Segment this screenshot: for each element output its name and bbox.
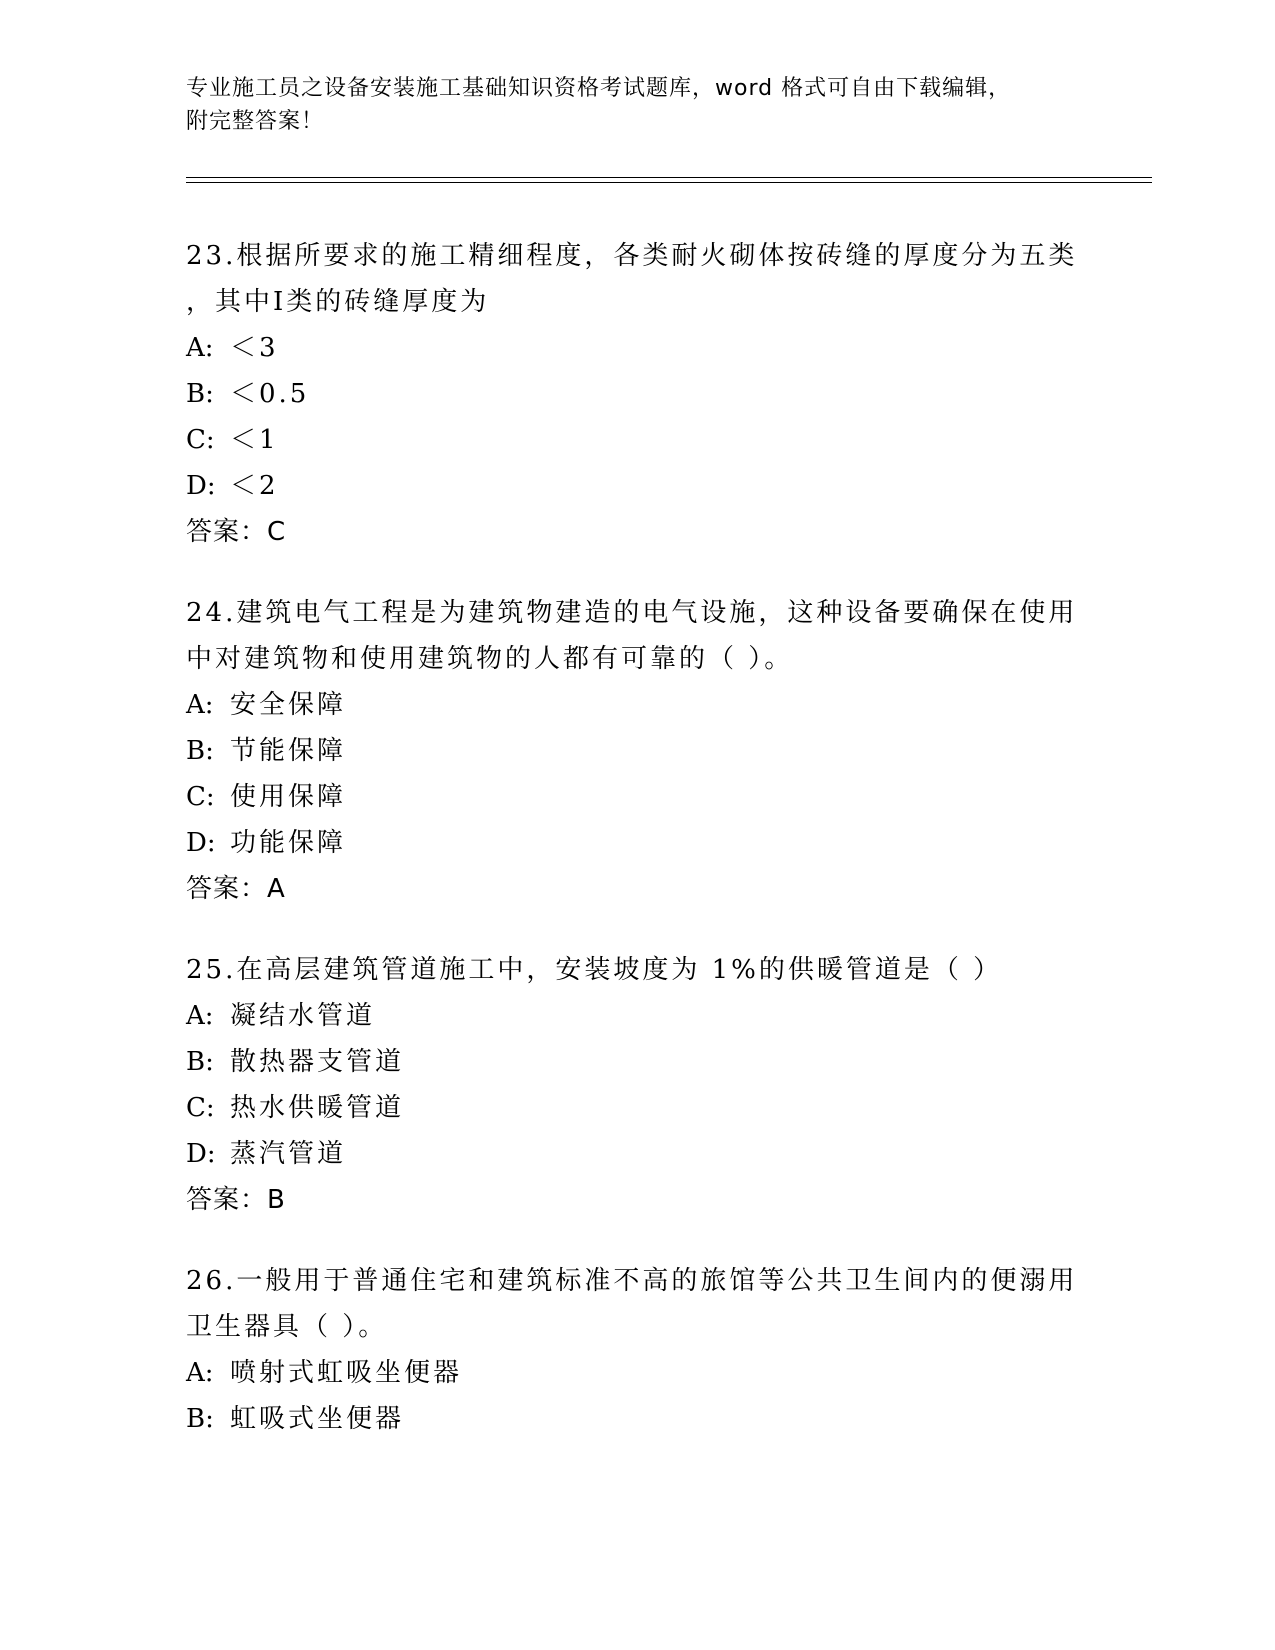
- question-24-option-a: [186, 682, 1086, 728]
- option-text: 喷射式虹吸坐便器: [230, 1358, 463, 1388]
- question-23-stem-line-2: ，其中Ⅰ类的砖缝厚度为: [186, 287, 490, 317]
- question-24-option-b: [186, 728, 1086, 774]
- option-text: ＜0.5: [230, 379, 310, 409]
- question-26-option-a: [186, 1350, 1086, 1396]
- question-24-stem-line-2: 中对建筑物和使用建筑物的人都有可靠的（ ）。: [186, 644, 794, 674]
- question-23-option-d: [186, 463, 1086, 509]
- question-23-answer: 答案：C: [186, 517, 287, 547]
- option-key: B:: [186, 736, 214, 766]
- header-divider-top: [186, 177, 1152, 178]
- option-key: D:: [186, 471, 216, 501]
- option-key: A:: [186, 1358, 214, 1388]
- question-23-option-c: [186, 417, 1086, 463]
- option-key: A:: [186, 333, 214, 363]
- question-24-option-d: [186, 820, 1086, 866]
- question-26-stem-line-2: 卫生器具（ ）。: [186, 1312, 388, 1342]
- question-25-option-b: [186, 1039, 1086, 1085]
- header-divider-bottom: [186, 182, 1152, 183]
- question-23-option-b: [186, 371, 1086, 417]
- option-key: D:: [186, 828, 216, 858]
- document-header: [186, 72, 1086, 138]
- question-26-stem-line-1: 26.一般用于普通住宅和建筑标准不高的旅馆等公共卫生间内的便溺用: [186, 1266, 1078, 1296]
- question-24-stem-line-1: 24.建筑电气工程是为建筑物建造的电气设施，这种设备要确保在使用: [186, 598, 1078, 628]
- option-text: 使用保障: [230, 782, 347, 812]
- question-25-answer: 答案：B: [186, 1185, 286, 1215]
- option-text: ＜1: [230, 425, 279, 455]
- question-25-option-a: [186, 993, 1086, 1039]
- option-text: 安全保障: [230, 690, 347, 720]
- question-23-option-a: [186, 325, 1086, 371]
- question-25-option-d: [186, 1131, 1086, 1177]
- option-text: 凝结水管道: [230, 1001, 376, 1031]
- option-key: A:: [186, 690, 214, 720]
- question-23-stem-line-1: 23.根据所要求的施工精细程度，各类耐火砌体按砖缝的厚度分为五类: [186, 241, 1078, 271]
- question-23: [186, 233, 1086, 555]
- question-26: [186, 1258, 1086, 1442]
- option-text: 热水供暖管道: [230, 1093, 405, 1123]
- option-text: 节能保障: [230, 736, 347, 766]
- option-key: B:: [186, 1404, 214, 1434]
- question-25-stem-line-1: 25.在高层建筑管道施工中，安装坡度为 1%的供暖管道是（ ）: [186, 955, 1003, 985]
- option-text: 蒸汽管道: [230, 1139, 347, 1169]
- header-line-2: 附完整答案！: [186, 109, 325, 134]
- option-text: 散热器支管道: [230, 1047, 405, 1077]
- question-24-answer: 答案：A: [186, 874, 286, 904]
- question-24: [186, 590, 1086, 912]
- question-25: [186, 947, 1086, 1223]
- question-25-option-c: [186, 1085, 1086, 1131]
- option-text: 虹吸式坐便器: [230, 1404, 405, 1434]
- option-key: C:: [186, 782, 215, 812]
- option-text: 功能保障: [230, 828, 347, 858]
- header-line-1: 专业施工员之设备安装施工基础知识资格考试题库，word 格式可自由下载编辑，: [186, 76, 1012, 101]
- option-key: A:: [186, 1001, 214, 1031]
- option-key: C:: [186, 425, 215, 455]
- question-24-option-c: [186, 774, 1086, 820]
- option-key: C:: [186, 1093, 215, 1123]
- question-list: [186, 233, 1086, 1477]
- option-key: D:: [186, 1139, 216, 1169]
- option-key: B:: [186, 1047, 214, 1077]
- option-text: ＜2: [230, 471, 279, 501]
- option-key: B:: [186, 379, 214, 409]
- option-text: ＜3: [230, 333, 279, 363]
- question-26-option-b: [186, 1396, 1086, 1442]
